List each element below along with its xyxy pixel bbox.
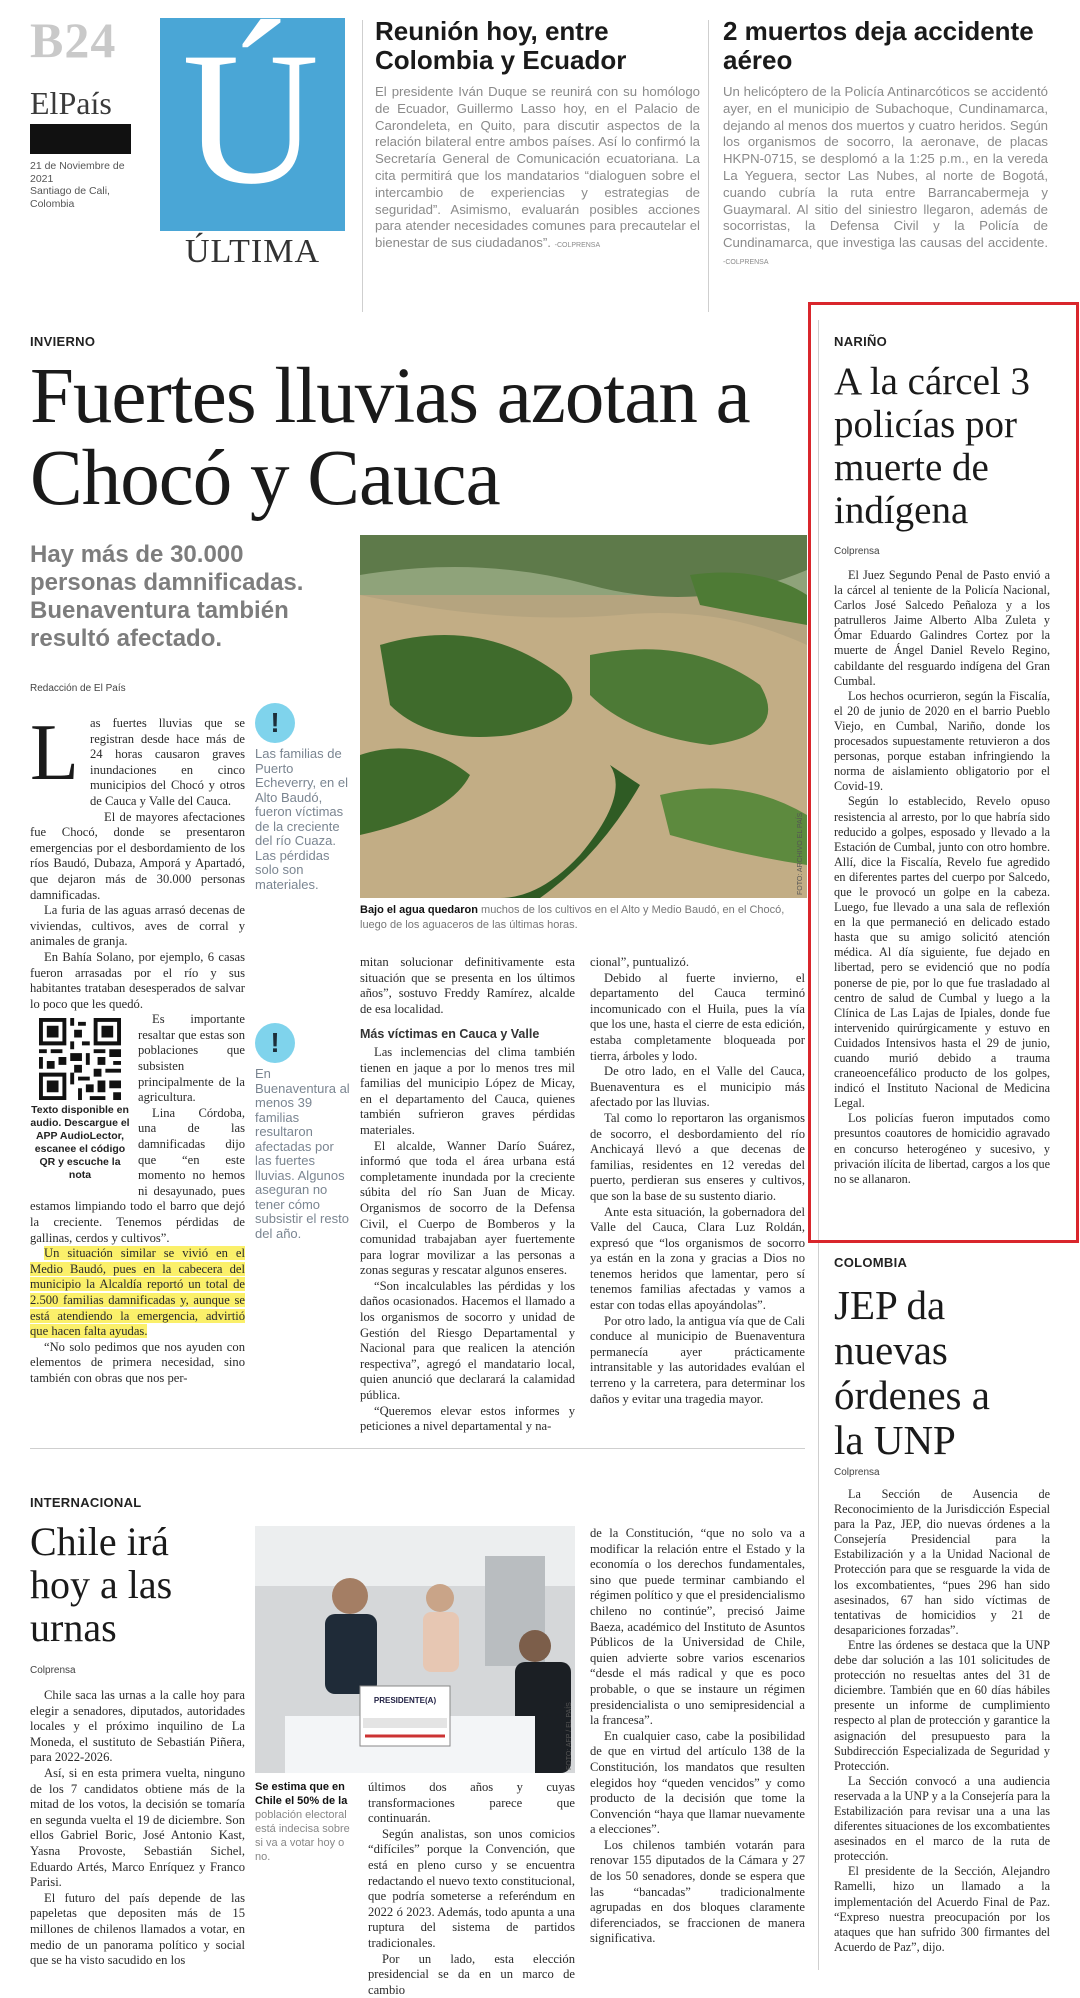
main-para: En Bahía Solano, por ejemplo, 6 casas fueron arrasadas por el río y sus habitantes trataban desesperados de salvar lo poco que les quedó. (30, 949, 245, 1011)
top-story-2-headline: 2 muertos deja accidente aéreo (723, 16, 1034, 75)
right-para: Los hechos ocurrieron, según la Fiscalía, el 20 de junio de 2020 en el barrio Pueblo Viejo, en Cumbal, Nariño, donde los procesados supuestamente retuvieron a dos personas, porque estaban infringiendo la norma de aislamiento obligatorio por el Covid-19. (834, 688, 1050, 794)
chile-para: Así, si en esta primera vuelta, ninguno de los 7 candidatos obtiene más de la mitad de los votos, la decisión se tomaría en segunda vuelta el 19 de diciembre. Son ellos Gabriel Boric, José Antonio Kast, Yasna Provoste, Sebastián Sichel, Eduardo Artés, Marco Enríquez y Franco Parisi. (30, 1765, 245, 1890)
sidebar-2 (255, 1023, 350, 1241)
chile-photo-image (255, 1526, 575, 1773)
chile-col-3 (590, 1526, 805, 1947)
main-para: El alcalde, Wanner Darío Suárez, informó que toda el área urbana está completamente inundada por la creciente súbita del río San Juan de Micay. Organismos de socorro de la Defensa Civil, el Cuerpo de Bomberos y la comunidad trabajaban ayer fuertemente para lograr movilizar a las personas a zonas seguras y rescatar algunos enseres. (360, 1138, 575, 1278)
right-para: El Juez Segundo Penal de Pasto envió a la cárcel al teniente de la Policía Nacional, Carlos José Salcedo Peñaloza y a los patrulleros Jaime Alberto Alba Zuleta y Ómar Eduardo Galindres Cortez por la muerte de Ángel Daniel Revelo Regino, cabildante del resguardo indígena del Gran Cumbal. (834, 568, 1050, 688)
right-story-1-body (834, 568, 1050, 1187)
chile-para: El futuro del país depende de las papeletas que depositen más de 15 millones de chilenos llamados a votar, en medio de un panorama político y social que se ha visto sacudido en los (30, 1890, 245, 1968)
flood-photo (360, 535, 807, 898)
top-story-1-body (375, 84, 700, 255)
right-para: La Sección convocó a una audiencia reservada a la UNP y a la Consejería para la Estabilización para revisar una a una las diferentes situaciones de los excombatientes asesinados en el marco de la ruta de protección. (834, 1773, 1050, 1864)
main-para: “No solo pedimos que nos ayuden con elementos de primera necesidad, sino también con obras que nos per- (30, 1339, 245, 1385)
chile-kicker: INTERNACIONAL (30, 1495, 142, 1510)
right-story-1-byline: Colprensa (834, 546, 880, 557)
sidebar-1-text: Las familias de Puerto Echeverry, en el Alto Baudó, fueron víctimas de la creciente del río Cuaza. Las pérdidas solo son materiales. (255, 746, 348, 892)
chile-para: Según analistas, son unos comicios “difíciles” porque la Convención, que está en pleno curso y se encuentra redactando el nuevo texto constitucional, que podría someterse a referéndum en 2022 ó 2023. Además, todo apunta a una ruptura del sistema de partidos tradicionales. (368, 1826, 575, 1950)
section-letter: Ú (182, 14, 320, 224)
chile-col-1 (30, 1688, 245, 1969)
main-para: Ante esta situación, la gobernadora del Valle del Cauca, Clara Luz Roldán, expresó que “los organismos de socorro ya están en la zona y gracias a Dios no tenemos heridos que lamentar, pero sí tenemos familias afectadas y vamos a estar con todas ellas apoyándolas”. (590, 1204, 805, 1313)
right-para: La Sección de Ausencia de Reconocimiento de la Jurisdicción Especial para la Paz, JEP, dio nuevas órdenes a la Consejería Presidencial para la Estabilización y a la Unidad Nacional de Protección para que se resguarde la vida de los excombatientes, “pues 296 han sido asesinados, 67 han sido víctimas de tentativas de homicidios y 21 de desapariciones forzadas”. (834, 1487, 1050, 1637)
main-col-3 (360, 955, 575, 1435)
main-para: cional”, puntualizó. (590, 955, 689, 969)
main-para: Debido al fuerte invierno, el departamento del Cauca terminó incomunicado con el Huila, pues la vía que los une, hasta el cierre de esta edición, estaba completamente bloqueada por tierra, árboles y lodo. (590, 970, 805, 1063)
right-story-2-body (834, 1487, 1050, 1955)
right-para: El presidente de la Sección, Alejandro Ramelli, hizo un llamado a la implementación del Acuerdo Final de Paz. “Expreso nuestra preocupación por los ataques que han sufrido 300 firmantes del Acuerdo de Paz”, dijo. (834, 1864, 1050, 1954)
main-para: “Son incalculables las pérdidas y los daños ocasionados. Hacemos el llamado a los organismos de socorro y unidad de Gestión del Riesgo Departamental y Nacional para que realicen la atención respectiva”, agregó el mandatario local, quien anunció que declarará la calamidad pública. (360, 1278, 575, 1403)
chile-para: Los chilenos también votarán para renovar 155 diputados de la Cámara y 27 de los 50 senadores, donde se espera que las “bancadas” tradicionalmente agrupadas en dos bloques claramente diferenciados, se fraccionen de manera significativa. (590, 1837, 805, 1946)
chile-para: de la Constitución, “que no solo va a modificar la relación entre el Estado y la economía o los derechos fundamentales, sino que puede terminar cambiando el régimen político y que el presidencialismo chileno no continúe”, precisó Jaime Baeza, académico del Instituto de Asuntos Públicos de la Universidad de Chile, quien advierte sobre varios escenarios “desde el más radical y que es poco probable, o que se instaure un régimen presidencialista o uno semipresidencial a la francesa”. (590, 1526, 805, 1728)
exclamation-icon: ! (255, 703, 295, 743)
brand-redaction-bar (30, 124, 131, 154)
top-story-2-credit: -COLPRENSA (723, 258, 769, 266)
highlighted-text: Un situación similar se vivió en el Medio Baudó, pues en la cabecera del municipio la Alcaldía reportó un total de 2.500 familias damnificadas y, aunque se está atendiendo la emergencia, advirtió que hacen falta ayudas. (30, 1246, 245, 1339)
qr-block[interactable] (30, 1018, 130, 1182)
top-story-1-credit: -COLPRENSA (554, 242, 601, 250)
chile-photo-credit: FOTO: AFP / EL PAÍS (566, 1702, 573, 1770)
chile-byline: Colprensa (30, 1665, 76, 1676)
ballot-label: PRESIDENTE(A) (373, 1696, 437, 1705)
right-story-2-kicker: COLOMBIA (834, 1255, 908, 1270)
flood-caption-text: muchos de los cultivos en el Alto y Medio Baudó, en el Chocó, luego de los aguaceros de las últimas horas. (360, 904, 785, 931)
right-para: Entre las órdenes se destaca que la UNP debe dar solución a las 101 solicitudes de protección no resueltas antes del 31 de diciembre. También que en 60 días hábiles presente un informe de cumplimiento respecto al plan de protección y garantice la asignación del presupuesto para la Subdirección Especializada de Seguridad y Protección. (834, 1637, 1050, 1773)
brand-logo: ElPaís (30, 85, 112, 121)
right-story-2-headline: JEP da nuevas órdenes a la UNP (834, 1282, 990, 1463)
right-story-1-kicker: NARIÑO (834, 334, 888, 349)
chile-photo (255, 1526, 575, 1773)
top-story-1-headline: Reunión hoy, entre Colombia y Ecuador (375, 16, 627, 75)
chile-photo-caption (255, 1780, 355, 1864)
main-para: “Queremos elevar estos informes y peticiones a nivel departamental y na- (360, 1403, 575, 1434)
flood-caption-bold: Bajo el agua quedaron (360, 904, 478, 916)
top-story-1-text: El presidente Iván Duque se reunirá con su homólogo de Ecuador, Guillermo Lasso hoy, en el Palacio de Carondeleta, en Quito, para discutir aspectos de la relación bilateral entre ambos países. Así lo confirmó la Secretaría General de Comunicación ecuatoriana. La cita permitirá que los mandatarios “dialoguen sobre el intercambio de experiencias y estrategias de seguridad”. Asimismo, evaluarán posibles acciones para atender necesidades comunes para precautelar el bienestar de sus ciudadanos”. (375, 84, 700, 251)
chile-col-2 (368, 1780, 575, 1998)
qr-caption: Texto disponible en audio. Descargue el APP AudioLector, escanee el código QR y escuche la nota (30, 1104, 130, 1182)
exclamation-icon: ! (255, 1023, 295, 1063)
main-para: De otro lado, en el Valle del Cauca, Buenaventura es el municipio más afectado por las lluvias. (590, 1064, 805, 1110)
sidebar-1 (255, 703, 350, 892)
flood-photo-credit: FOTO: ARCHIVO EL PAÍS (797, 812, 804, 895)
qr-code-icon[interactable] (39, 1018, 121, 1100)
main-para: Es importante resaltar que estas son poblaciones que subsisten principalmente de la agricultura. (138, 1012, 245, 1105)
main-col-1 (30, 709, 245, 1387)
masthead-divider (362, 20, 363, 312)
section-subhead: Más víctimas en Cauca y Valle (360, 1027, 540, 1042)
main-para: Por otro lado, la antigua vía que de Cali conduce al municipio de Buenaventura permanecía ayer prácticamente intransitable y las autoridades evalúan el terreno y la carretera, para determinar los daños y evitar una tragedia mayor. (590, 1313, 805, 1406)
chile-para: Chile saca las urnas a la calle hoy para elegir a senadores, diputados, autoridades locales y el próximo inquilino de La Moneda, el sustituto de Sebastián Piñera, para 2022-2026. (30, 1688, 245, 1765)
edition-date: 21 de Noviembre de 2021 (30, 160, 125, 185)
section-name: ÚLTIMA (160, 232, 345, 272)
top-divider (708, 20, 709, 312)
main-story-subhead: Hay más de 30.000 personas damnificadas. Buenaventura también resultó afectado. (30, 541, 304, 652)
main-para: El de mayores afectaciones fue Chocó, donde se presentaron emergencias por el desbordamiento de los ríos Baudó, Dubaza, Amporá y Apartadó, que dejaron más de 30.000 personas damnificadas. (30, 809, 245, 902)
main-para: mitan solucionar definitivamente esta situación que se presenta en los últimos años”, sostuvo Freddy Ramírez, alcalde de esa localidad. (360, 955, 575, 1016)
right-para: Según lo establecido, Revelo opuso resistencia al arresto, por lo que habría sido reducido a golpes, esposado y llevado a la Estación de Cumbal, junto con otro hombre. Allí, dice la Fiscalía, Revelo fue agredido en diferentes partes del cuerpo por Salcedo, que le provocó un golpe en la cabeza. Luego, fue llevado a una sala de reflexión en la que permaneció en delicado estado hasta que su amigo solicitó atención médica. Al día siguiente, fue dejado en libertad, pero se evidenció que no podía ponerse de pie, por lo que fue trasladado al centro de salud de Cumbal y luego a la Clínica de Las Lajas de Ipiales, donde fue intervenido quirúrgicamente y estuvo en Cuidados Intensivos hasta el 29 de junio, cuando murió debido a trauma craneoencefálico producto de los golpes, indicó el Instituto Nacional de Medicina Legal. (834, 794, 1050, 1111)
chile-caption-bold: Se estima que en Chile el 50% de la (255, 1781, 348, 1807)
main-para: Lina Córdoba, una de las damnificadas dijo que “en este momento no hemos ni desayunado, pues estamos limpiando todo el barro que dejó la creciente. Tenemos pérdidas de gallinas, cerdos y cultivos”. (30, 1105, 245, 1245)
main-story-byline: Redacción de El País (30, 683, 126, 694)
right-story-2-byline: Colprensa (834, 1467, 880, 1478)
chile-para: últimos dos años y cuyas transformaciones parece que continuarán. (368, 1780, 575, 1826)
chile-caption-text: población electoral está indecisa sobre si va a votar hoy o no. (255, 1809, 350, 1863)
main-para: La furia de las aguas arrasó decenas de viviendas, cultivos, aves de corral y animales de granja. (30, 903, 245, 949)
right-story-1-headline: A la cárcel 3 policías por muerte de indígena (834, 360, 1030, 532)
edition-location: Santiago de Cali, Colombia (30, 185, 110, 210)
main-lead: as fuertes lluvias que se registran desde hace más de 24 horas causaron graves inundaciones en cinco municipios del Chocó y otros de Cauca y Valle del Cauca. (90, 716, 245, 808)
main-para: Tal como lo reportaron las organismos de socorro, el desbordamiento del río Anchicayá llevó a que decenas de familias, residentes en 12 veredas del puerto, perdieran sus enseres y cultivos, que son la base de su sustento diario. (590, 1110, 805, 1203)
right-para: Los policías fueron imputados como presuntos coautores de homicidio agravado en concurso heterogéneo y sucesivo, y privación ilícita de libertad, cargos a los que no se allanaron. (834, 1111, 1050, 1186)
flood-photo-image (360, 535, 807, 898)
main-story-headline: Fuertes lluvias azotan a Chocó y Cauca (30, 353, 750, 522)
bottom-section-divider (30, 1448, 805, 1449)
main-para: Las inclemencias del clima también tienen en jaque a por lo menos tres mil familias del municipio López de Micay, en el departamento del Cauca, quienes también sufrieron graves pérdidas materiales. (360, 1044, 575, 1137)
flood-photo-caption (360, 903, 807, 933)
chile-para: En cualquier caso, cabe la posibilidad de que en virtud del artículo 138 de la Constitución, los mandatos que resulten elegidos hoy “queden vencidos” y como producto de la decisión que tome la Convención “haya que llamar nuevamente a elecciones”. (590, 1728, 805, 1837)
section-logo (160, 14, 345, 232)
main-highlight (30, 1246, 245, 1340)
chile-para: Por un lado, esta elección presidencial se da en un marco de cambio (368, 1951, 575, 1997)
sidebar-2-text: En Buenaventura al menos 39 familias resultaron afectadas por las fuertes lluvias. Algunos aseguran no tener cómo subsistir el resto del año. (255, 1066, 350, 1241)
main-col-4 (590, 955, 805, 1407)
page-number: B24 (30, 12, 117, 68)
top-story-2-text: Un helicóptero de la Policía Antinarcóticos se accidentó ayer, en el municipio de Subachoque, Cundinamarca, dejando al menos dos muertos y cuatro heridos. Según los organismos de socorro, la aeronave, de placas HKPN-0715, se desplomó a la 1:25 p.m., en la vereda La Yeguera, sector Las Nubes, al norte de Bogotá, cuando cubría la ruta entre Barrancabermeja y Guaymaral. Al sitio del siniestro llegaron, además de socorristas, la Defensa Civil y la Policía de Cundinamarca, que investiga las causas del accidente. (723, 84, 1048, 251)
main-story-kicker: INVIERNO (30, 334, 96, 349)
chile-headline: Chile irá hoy a las urnas (30, 1519, 173, 1650)
top-story-2-body (723, 84, 1048, 272)
drop-cap: L (30, 709, 79, 797)
